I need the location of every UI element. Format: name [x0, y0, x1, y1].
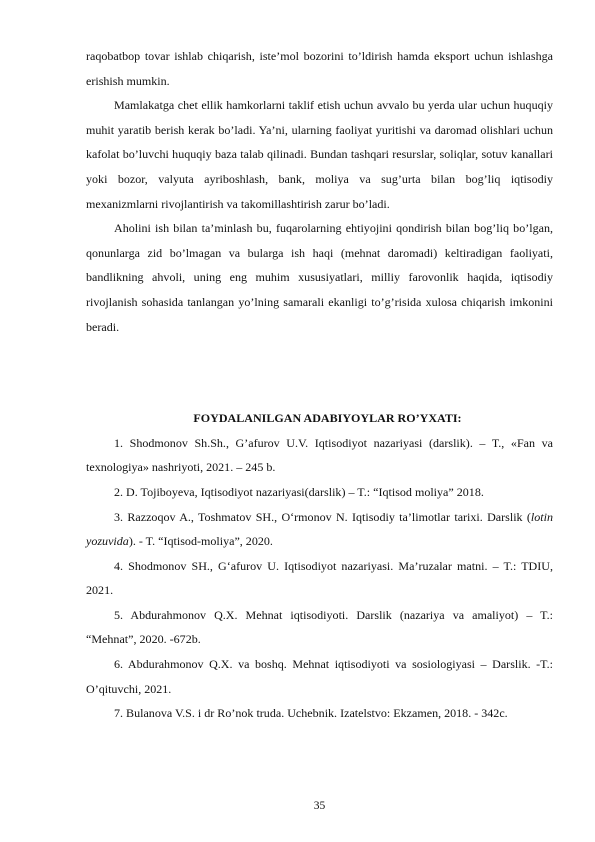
references-heading: FOYDALANILGAN ADABIYOYLAR RO’YXATI: [193, 411, 462, 426]
reference-item-2: 2. D. Tojiboyeva, Iqtisodiyot nazariyasi(darslik) – T.: “Iqtisod moliya” 2018. [114, 484, 484, 499]
reference-item-5: 5. Abdurahmonov Q.X. Mehnat iqtisodiyoti. Darslik (nazariya va amaliyot) – T.: “Mehnat”, 2020. -672b. [86, 607, 553, 647]
reference-item-1: 1. Shodmonov Sh.Sh., G’afurov U.V. Iqtisodiyot nazariyasi (darslik). – T., «Fan va texnologiya» nashriyoti, 2021. – 245 b. [86, 435, 553, 475]
reference-item-4: 4. Shodmonov SH., G‘afurov U. Iqtisodiyot nazariyasi. Ma’ruzalar matni. – T.: TDIU, 2021. [86, 558, 553, 598]
reference-item-7: 7. Bulanova V.S. i dr Ro’nok truda. Uchebnik. Izatelstvo: Ekzamen, 2018. - 342c. [114, 706, 508, 721]
document-page [86, 44, 553, 726]
reference-3-text: 3. Razzoqov A., Toshmatov SH., O‘rmonov N. Iqtisodiy ta’limotlar tarixi. Darslik ( [114, 509, 531, 524]
section-spacer [86, 339, 553, 406]
reference-3-italic: lotin yozuvida [86, 509, 553, 549]
reference-item-6: 6. Abdurahmonov Q.X. va boshq. Mehnat iqtisodiyoti va sosiologiyasi – Darslik. -T.: O’qituvchi, 2021. [86, 657, 553, 696]
body-paragraph-1: raqobatbop tovar ishlab chiqarish, iste’mol bozorini to’ldirish hamda eksport uchun ishlashga erishish mumkin. [86, 49, 553, 88]
page-number: 35 [313, 800, 326, 812]
reference-item-3 [86, 505, 553, 554]
reference-3-tail: ). - T. “Iqtisod-moliya”, 2020. [128, 534, 273, 549]
body-paragraph-3: Aholini ish bilan ta’minlash bu, fuqarolarning ehtiyojini qondirish bilan bog’liq bo’lgan, qonunlarga zid bo’lmagan va bularga ish haqi (mehnat daromadi) keltiradigan faoliyati, bandlikning ahvoli, uning eng muhim xususiyatlari, milliy farovonlik haqida, iqtisodiy rivojlanish sohasida tanlangan yo’lning samarali ekanligi to’g’risida xulosa chiqarish imkonini beradi. [86, 221, 553, 334]
body-paragraph-2: Mamlakatga chet ellik hamkorlarni taklif etish uchun avvalo bu yerda ular uchun huquqiy muhit yaratib berish kerak bo’ladi. Ya’ni, ularning faoliyat yuritishi va daromad olishlari uchun kafolat bo’luvchi huquqiy baza talab qilinadi. Bundan tashqari resurslar, soliqlar, sotuv kanallari yoki bozor, valyuta ayriboshlash, bank, moliya va sug’urta bilan bog’liq iqtisodiy mexanizmlarni rivojlantirish va takomillashtirish zarur bo’ladi. [86, 98, 553, 211]
